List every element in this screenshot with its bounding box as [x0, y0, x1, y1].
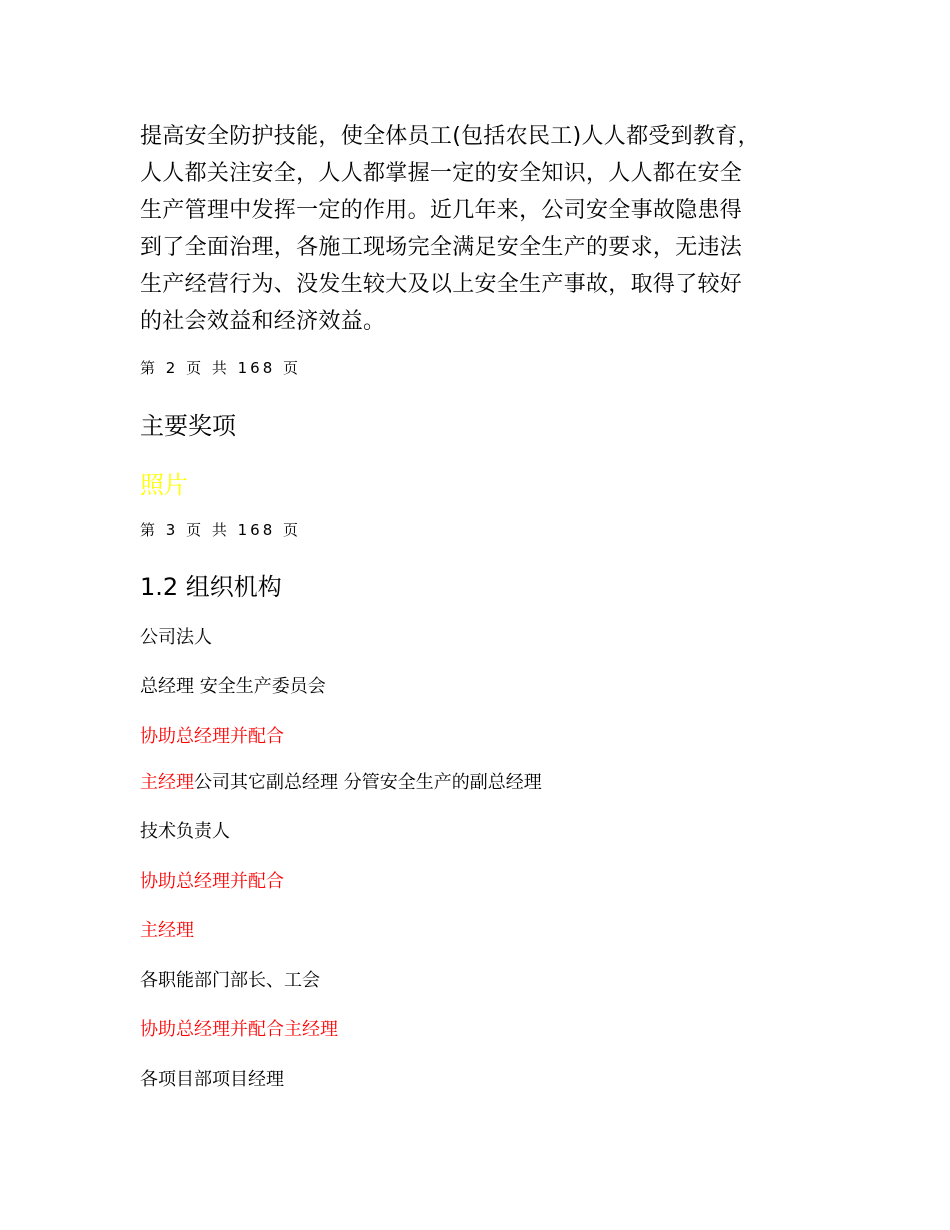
- org-line-assist: 协助总经理并配合: [140, 726, 284, 747]
- paragraph-line: 生产经营行为、没发生较大及以上安全生产事故，取得了较好: [140, 272, 743, 297]
- section-title: 1.2 组织机构: [140, 573, 282, 601]
- paragraph-line: 人人都关注安全，人人都掌握一定的安全知识，人人都在安全: [140, 161, 743, 186]
- heading-awards: 主要奖项: [140, 412, 236, 440]
- org-highlight-main-manager: 主经理: [140, 772, 194, 793]
- org-line-project-managers: 各项目部项目经理: [140, 1069, 284, 1090]
- page-footer-3: 第 3 页 共 168 页: [140, 521, 302, 539]
- org-line-departments: 各职能部门部长、工会: [140, 970, 320, 991]
- photo-label: 照片: [140, 471, 188, 499]
- org-line-assist: 协助总经理并配合: [140, 871, 284, 892]
- org-line-technical-lead: 技术负责人: [140, 821, 230, 842]
- org-line-deputies-text: 公司其它副总经理 分管安全生产的副总经理: [194, 772, 542, 793]
- paragraph-line: 到了全面治理，各施工现场完全满足安全生产的要求，无违法: [140, 235, 743, 260]
- org-line-general-manager: 总经理 安全生产委员会: [140, 676, 326, 697]
- paragraph-line: 提高安全防护技能，使全体员工(包括农民工)人人都受到教育，: [140, 124, 760, 149]
- org-line-legal-person: 公司法人: [140, 627, 212, 648]
- paragraph-line: 生产管理中发挥一定的作用。近几年来，公司安全事故隐患得: [140, 198, 743, 223]
- page-footer-2: 第 2 页 共 168 页: [140, 359, 302, 377]
- org-line-assist-main: 协助总经理并配合主经理: [140, 1019, 338, 1040]
- org-line-deputies: [140, 768, 542, 794]
- body-paragraph: [140, 118, 820, 340]
- org-line-main-manager: 主经理: [140, 920, 194, 941]
- paragraph-line: 的社会效益和经济效益。: [140, 309, 386, 334]
